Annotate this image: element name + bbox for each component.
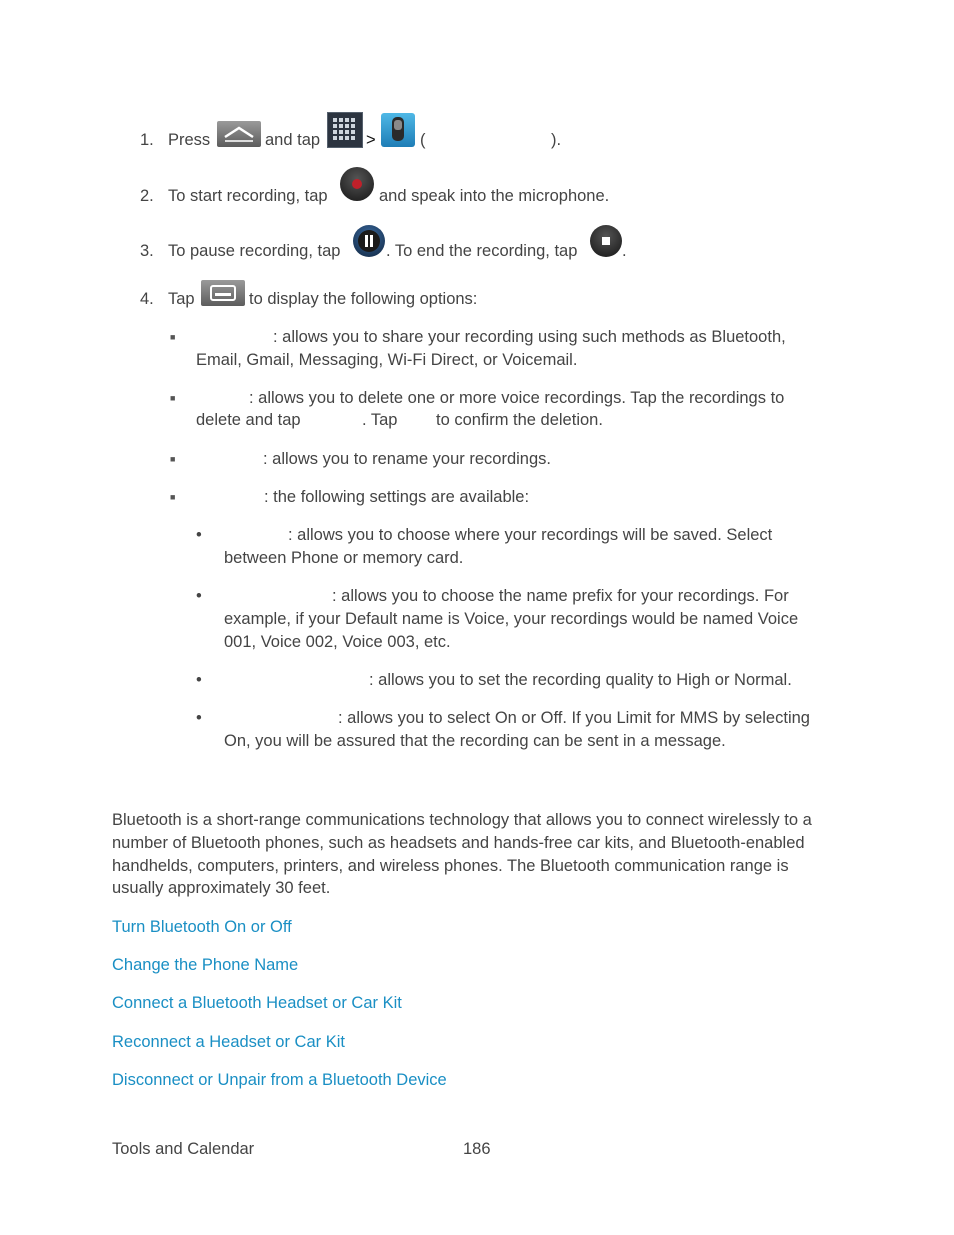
option-description: to confirm the deletion. (436, 411, 603, 429)
option-description: : the following settings are available: (264, 488, 530, 506)
bullet-square: ■ (170, 393, 176, 403)
setting-description: : allows you to set the recording quality to High or Normal. (369, 671, 792, 689)
setting-description: : allows you to choose where your recordings will be saved. Select (288, 526, 773, 544)
option-description: delete and tap (196, 411, 301, 429)
paragraph-line: Bluetooth is a short-range communications technology that allows you to connect wirelessly to a (112, 811, 812, 829)
option-description: : allows you to delete one or more voice recordings. Tap the recordings to (249, 389, 785, 407)
step-separator: > (366, 131, 376, 149)
link-change-phone-name[interactable]: Change the Phone Name (112, 956, 299, 974)
link-reconnect-headset-car-kit[interactable]: Reconnect a Headset or Car Kit (112, 1033, 345, 1051)
pause-button-icon (353, 225, 385, 257)
setting-description: On, you will be assured that the recording can be sent in a message. (224, 732, 726, 750)
paragraph-line: usually approximately 30 feet. (112, 879, 331, 897)
stop-button-icon (590, 225, 622, 257)
bullet-square: ■ (170, 492, 176, 502)
bullet-dot: • (196, 587, 202, 605)
link-connect-headset-car-kit[interactable]: Connect a Bluetooth Headset or Car Kit (112, 994, 402, 1012)
paragraph-line: handhelds, computers, printers, and wireless phones. The Bluetooth communication range is (112, 857, 789, 875)
option-description: . Tap (362, 411, 398, 429)
step-text: . (622, 242, 627, 260)
step-text: Press (168, 131, 211, 149)
bullet-dot: • (196, 671, 202, 689)
step-text: ( (420, 131, 426, 149)
bullet-square: ■ (170, 332, 176, 342)
link-disconnect-unpair-device[interactable]: Disconnect or Unpair from a Bluetooth Device (112, 1071, 447, 1089)
home-key-icon (217, 121, 261, 147)
bullet-square: ■ (170, 454, 176, 464)
step-text: Tap (168, 290, 195, 308)
step-number: 2. (140, 187, 154, 205)
step-text: To pause recording, tap (168, 242, 341, 260)
step-number: 1. (140, 131, 154, 149)
record-button-icon (340, 167, 374, 201)
paragraph-line: number of Bluetooth phones, such as headsets and hands-free car kits, and Bluetooth-enabled (112, 834, 805, 852)
step-text: To start recording, tap (168, 187, 328, 205)
step-text: and tap (265, 131, 321, 149)
step-text: and speak into the microphone. (379, 187, 610, 205)
setting-description: 001, Voice 002, Voice 003, etc. (224, 633, 451, 651)
step-number: 3. (140, 242, 154, 260)
bullet-dot: • (196, 709, 202, 727)
page-number: 186 (463, 1140, 491, 1158)
footer-section-title: Tools and Calendar (112, 1140, 255, 1158)
step-number: 4. (140, 290, 154, 308)
option-description: Email, Gmail, Messaging, Wi-Fi Direct, or Voicemail. (196, 351, 578, 369)
setting-description: example, if your Default name is Voice, your recordings would be named Voice (224, 610, 799, 628)
option-description: : allows you to rename your recordings. (263, 450, 551, 468)
setting-description: between Phone or memory card. (224, 549, 464, 567)
setting-description: : allows you to select On or Off. If you Limit for MMS by selecting (338, 709, 810, 727)
voice-recorder-icon (381, 113, 415, 147)
step-text: ). (551, 131, 562, 149)
menu-key-icon (201, 280, 245, 306)
link-turn-bluetooth-on-off[interactable]: Turn Bluetooth On or Off (112, 918, 292, 936)
option-description: : allows you to share your recording using such methods as Bluetooth, (273, 328, 786, 346)
setting-description: : allows you to choose the name prefix for your recordings. For (332, 587, 789, 605)
step-text: . To end the recording, tap (386, 242, 578, 260)
applications-icon (327, 112, 363, 148)
bullet-dot: • (196, 526, 202, 544)
step-text: to display the following options: (249, 290, 478, 308)
